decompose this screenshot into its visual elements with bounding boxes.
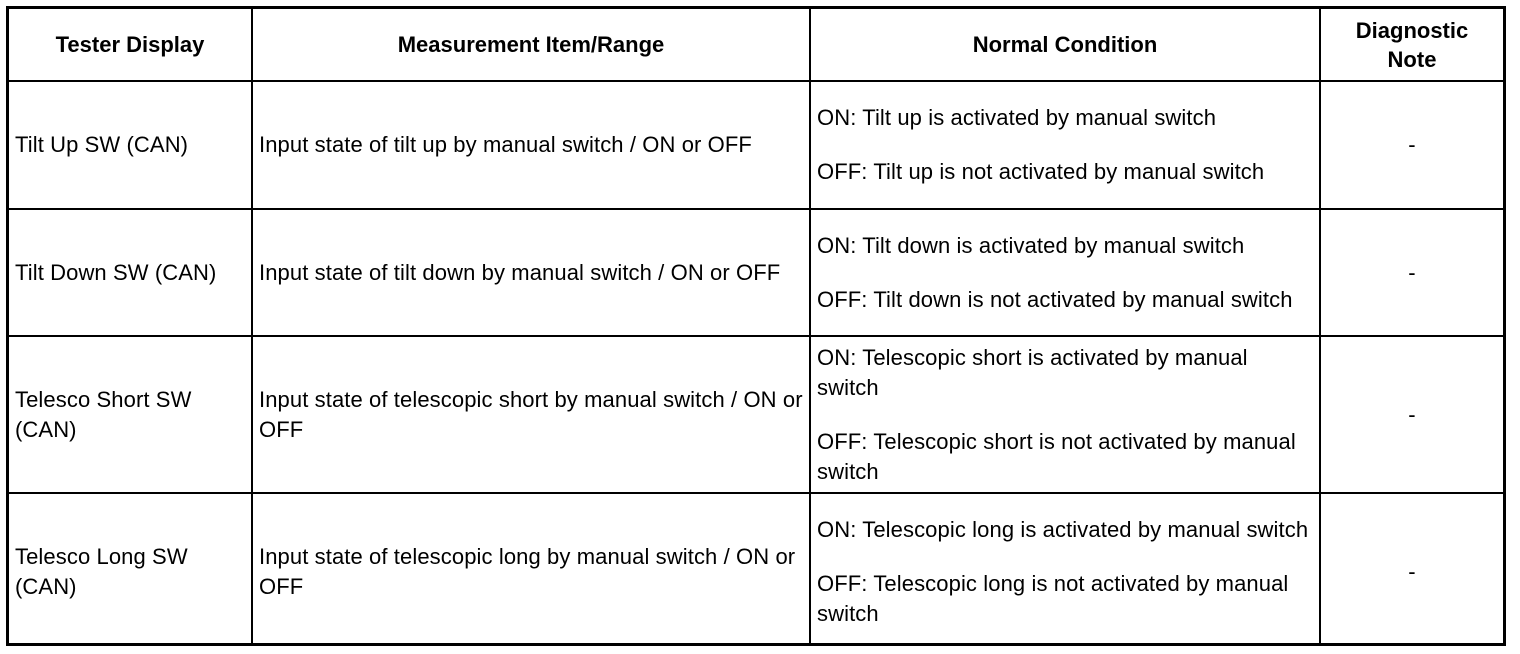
diagnostic-note-cell: - (1320, 209, 1503, 336)
table-header-row (9, 9, 1503, 81)
data-list-table (9, 9, 1503, 646)
tester-display-cell: Tilt Down SW (CAN) (9, 209, 252, 336)
diagnostic-note-cell: - (1320, 336, 1503, 493)
normal-on-text: ON: Telescopic short is activated by manual switch (817, 344, 1248, 400)
normal-on-text: ON: Tilt up is activated by manual switch (817, 105, 1217, 130)
tester-display-cell: Telesco Long SW (CAN) (9, 493, 252, 646)
normal-off-text: OFF: Telescopic short is not activated by manual switch (817, 428, 1296, 484)
measurement-cell: Input state of tilt down by manual switch / ON or OFF (252, 209, 810, 336)
header-diagnostic-note: Diagnostic Note (1320, 9, 1503, 81)
normal-off-text: OFF: Tilt down is not activated by manual switch (817, 286, 1293, 312)
measurement-cell: Input state of telescopic long by manual switch / ON or OFF (252, 493, 810, 646)
normal-on-text: ON: Telescopic long is activated by manual switch (817, 516, 1309, 542)
measurement-cell: Input state of tilt up by manual switch / ON or OFF (252, 81, 810, 209)
measurement-cell: Input state of telescopic short by manual switch / ON or OFF (252, 336, 810, 493)
normal-off-text: OFF: Tilt up is not activated by manual switch (817, 159, 1265, 184)
header-measurement-item: Measurement Item/Range (252, 9, 810, 81)
normal-condition-cell (810, 209, 1320, 336)
data-list-table-frame (6, 6, 1506, 646)
table-row (9, 209, 1503, 336)
header-tester-display: Tester Display (9, 9, 252, 81)
diagnostic-note-cell: - (1320, 493, 1503, 646)
table-row (9, 336, 1503, 493)
table-row (9, 493, 1503, 646)
table-row (9, 81, 1503, 209)
normal-off-text: OFF: Telescopic long is not activated by manual switch (817, 570, 1289, 626)
header-normal-condition: Normal Condition (810, 9, 1320, 81)
normal-condition-cell (810, 81, 1320, 209)
tester-display-cell: Tilt Up SW (CAN) (9, 81, 252, 209)
normal-on-text: ON: Tilt down is activated by manual switch (817, 232, 1245, 258)
tester-display-cell: Telesco Short SW (CAN) (9, 336, 252, 493)
normal-condition-cell (810, 336, 1320, 493)
diagnostic-note-cell: - (1320, 81, 1503, 209)
normal-condition-cell (810, 493, 1320, 646)
